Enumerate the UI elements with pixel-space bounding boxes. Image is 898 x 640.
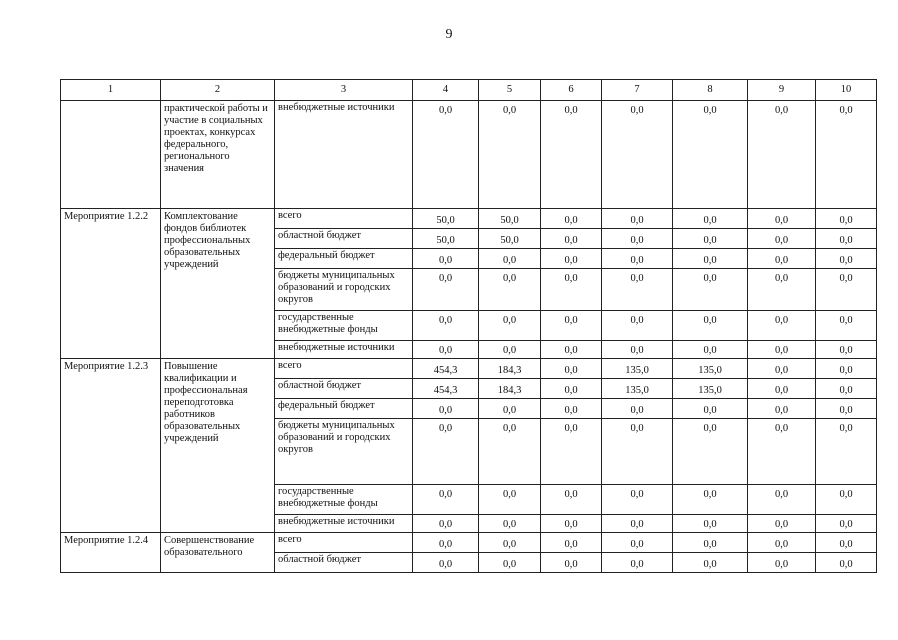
value-cell: 0,0 — [748, 269, 816, 311]
value-cell: 0,0 — [413, 341, 479, 359]
table-row — [61, 533, 877, 553]
value-cell: 0,0 — [816, 399, 877, 419]
value-cell: 0,0 — [816, 533, 877, 553]
value-cell: 0,0 — [541, 359, 602, 379]
funding-source-cell: всего — [275, 533, 413, 553]
funding-source-cell: областной бюджет — [275, 553, 413, 573]
value-cell: 0,0 — [479, 249, 541, 269]
value-cell: 0,0 — [673, 269, 748, 311]
description-cell: практической работы и участие в социальных проектах, конкурсах федерального, регионального значения — [161, 101, 275, 209]
value-cell: 0,0 — [673, 229, 748, 249]
value-cell: 0,0 — [816, 419, 877, 485]
funding-source-cell: федеральный бюджет — [275, 249, 413, 269]
budget-table — [60, 79, 877, 573]
value-cell: 135,0 — [602, 359, 673, 379]
value-cell: 0,0 — [816, 553, 877, 573]
value-cell: 0,0 — [673, 249, 748, 269]
value-cell: 0,0 — [673, 553, 748, 573]
funding-source-cell: бюджеты муниципальных образований и городских округов — [275, 269, 413, 311]
value-cell: 0,0 — [673, 485, 748, 515]
funding-source-cell: областной бюджет — [275, 229, 413, 249]
page-number: 9 — [445, 27, 453, 42]
value-cell: 0,0 — [541, 311, 602, 341]
column-header: 7 — [602, 80, 673, 101]
value-cell: 0,0 — [413, 553, 479, 573]
value-cell: 0,0 — [673, 101, 748, 209]
column-header: 4 — [413, 80, 479, 101]
value-cell: 50,0 — [479, 229, 541, 249]
value-cell: 0,0 — [541, 553, 602, 573]
value-cell: 0,0 — [479, 419, 541, 485]
value-cell: 0,0 — [748, 359, 816, 379]
value-cell: 50,0 — [479, 209, 541, 229]
column-header: 5 — [479, 80, 541, 101]
value-cell: 0,0 — [816, 359, 877, 379]
value-cell: 0,0 — [816, 485, 877, 515]
value-cell: 0,0 — [479, 515, 541, 533]
description-cell: Комплектование фондов библиотек профессиональных образовательных учреждений — [161, 209, 275, 359]
value-cell: 0,0 — [602, 269, 673, 311]
header-row — [61, 80, 877, 101]
funding-source-cell: внебюджетные источники — [275, 101, 413, 209]
value-cell: 0,0 — [816, 229, 877, 249]
funding-source-cell: внебюджетные источники — [275, 515, 413, 533]
value-cell: 0,0 — [602, 101, 673, 209]
value-cell: 0,0 — [479, 485, 541, 515]
value-cell: 0,0 — [748, 249, 816, 269]
value-cell: 0,0 — [413, 269, 479, 311]
value-cell: 454,3 — [413, 359, 479, 379]
value-cell: 0,0 — [541, 209, 602, 229]
value-cell: 0,0 — [602, 419, 673, 485]
column-header: 9 — [748, 80, 816, 101]
value-cell: 0,0 — [479, 311, 541, 341]
value-cell: 454,3 — [413, 379, 479, 399]
description-cell: Повышение квалификации и профессиональная переподготовка работников образовательных учреждений — [161, 359, 275, 533]
funding-source-cell: всего — [275, 209, 413, 229]
value-cell: 0,0 — [748, 515, 816, 533]
value-cell: 0,0 — [541, 399, 602, 419]
event-cell: Мероприятие 1.2.2 — [61, 209, 161, 359]
value-cell: 0,0 — [413, 249, 479, 269]
funding-source-cell: государственные внебюджетные фонды — [275, 311, 413, 341]
value-cell: 50,0 — [413, 209, 479, 229]
value-cell: 0,0 — [748, 533, 816, 553]
value-cell: 0,0 — [541, 269, 602, 311]
value-cell: 135,0 — [673, 359, 748, 379]
value-cell: 0,0 — [413, 533, 479, 553]
column-header: 10 — [816, 80, 877, 101]
value-cell: 0,0 — [541, 485, 602, 515]
value-cell: 0,0 — [816, 269, 877, 311]
funding-source-cell: государственные внебюджетные фонды — [275, 485, 413, 515]
value-cell: 0,0 — [748, 485, 816, 515]
value-cell: 0,0 — [816, 379, 877, 399]
value-cell: 0,0 — [673, 515, 748, 533]
table-row — [61, 359, 877, 379]
value-cell: 0,0 — [541, 533, 602, 553]
value-cell: 184,3 — [479, 379, 541, 399]
event-cell: Мероприятие 1.2.3 — [61, 359, 161, 533]
value-cell: 0,0 — [413, 101, 479, 209]
column-header: 2 — [161, 80, 275, 101]
value-cell: 0,0 — [602, 399, 673, 419]
value-cell: 184,3 — [479, 359, 541, 379]
value-cell: 0,0 — [479, 533, 541, 553]
value-cell: 0,0 — [413, 311, 479, 341]
value-cell: 135,0 — [673, 379, 748, 399]
value-cell: 0,0 — [673, 209, 748, 229]
event-cell — [61, 101, 161, 209]
value-cell: 0,0 — [816, 515, 877, 533]
value-cell: 0,0 — [673, 419, 748, 485]
value-cell: 50,0 — [413, 229, 479, 249]
value-cell: 0,0 — [816, 249, 877, 269]
table-row — [61, 209, 877, 229]
value-cell: 0,0 — [602, 209, 673, 229]
value-cell: 0,0 — [541, 229, 602, 249]
value-cell: 0,0 — [673, 341, 748, 359]
value-cell: 0,0 — [748, 419, 816, 485]
value-cell: 0,0 — [541, 101, 602, 209]
event-cell: Мероприятие 1.2.4 — [61, 533, 161, 573]
value-cell: 0,0 — [602, 249, 673, 269]
value-cell: 0,0 — [602, 229, 673, 249]
value-cell: 0,0 — [673, 533, 748, 553]
value-cell: 0,0 — [541, 515, 602, 533]
value-cell: 0,0 — [748, 553, 816, 573]
description-cell: Совершенствование образовательного — [161, 533, 275, 573]
value-cell: 0,0 — [413, 419, 479, 485]
value-cell: 0,0 — [816, 311, 877, 341]
value-cell: 0,0 — [413, 485, 479, 515]
value-cell: 0,0 — [479, 269, 541, 311]
value-cell: 0,0 — [602, 341, 673, 359]
value-cell: 0,0 — [673, 399, 748, 419]
value-cell: 0,0 — [541, 249, 602, 269]
value-cell: 0,0 — [748, 209, 816, 229]
column-header: 8 — [673, 80, 748, 101]
funding-source-cell: бюджеты муниципальных образований и городских округов — [275, 419, 413, 485]
value-cell: 0,0 — [413, 515, 479, 533]
value-cell: 0,0 — [673, 311, 748, 341]
value-cell: 0,0 — [541, 419, 602, 485]
value-cell: 0,0 — [602, 553, 673, 573]
value-cell: 0,0 — [541, 341, 602, 359]
value-cell: 0,0 — [479, 553, 541, 573]
funding-source-cell: федеральный бюджет — [275, 399, 413, 419]
value-cell: 0,0 — [413, 399, 479, 419]
column-header: 1 — [61, 80, 161, 101]
value-cell: 0,0 — [602, 311, 673, 341]
value-cell: 0,0 — [816, 209, 877, 229]
table-row — [61, 101, 877, 209]
value-cell: 0,0 — [479, 399, 541, 419]
value-cell: 0,0 — [602, 533, 673, 553]
value-cell: 0,0 — [748, 229, 816, 249]
value-cell: 0,0 — [748, 311, 816, 341]
value-cell: 0,0 — [602, 485, 673, 515]
value-cell: 135,0 — [602, 379, 673, 399]
column-header: 6 — [541, 80, 602, 101]
funding-source-cell: всего — [275, 359, 413, 379]
funding-source-cell: областной бюджет — [275, 379, 413, 399]
value-cell: 0,0 — [748, 101, 816, 209]
value-cell: 0,0 — [602, 515, 673, 533]
column-header: 3 — [275, 80, 413, 101]
value-cell: 0,0 — [541, 379, 602, 399]
value-cell: 0,0 — [748, 399, 816, 419]
value-cell: 0,0 — [479, 341, 541, 359]
value-cell: 0,0 — [748, 379, 816, 399]
value-cell: 0,0 — [479, 101, 541, 209]
funding-source-cell: внебюджетные источники — [275, 341, 413, 359]
value-cell: 0,0 — [748, 341, 816, 359]
value-cell: 0,0 — [816, 341, 877, 359]
value-cell: 0,0 — [816, 101, 877, 209]
